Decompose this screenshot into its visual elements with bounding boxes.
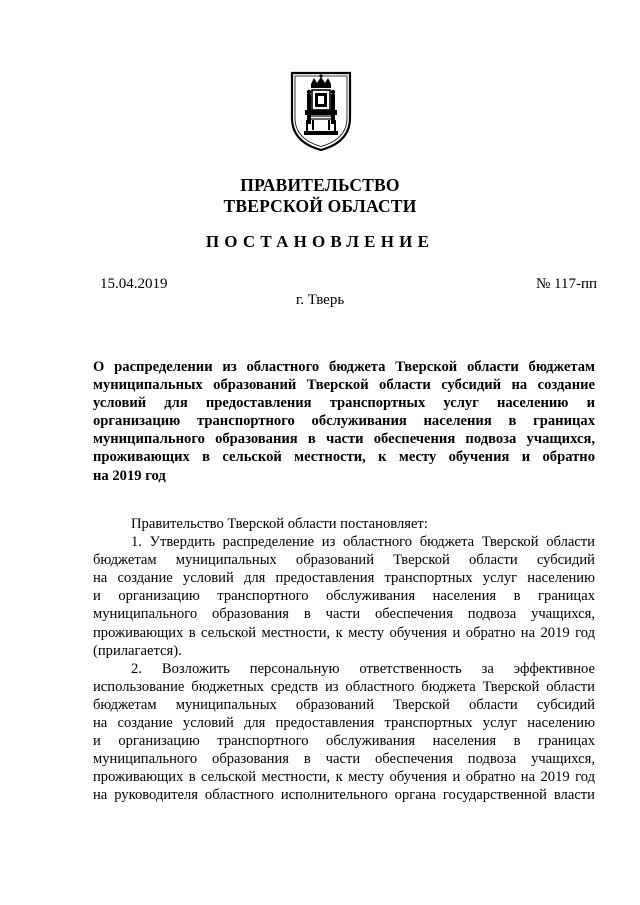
- subject-line: О распределении из областного бюджета Тверской области бюджетам: [93, 359, 595, 375]
- item1-line: (прилагается).: [93, 642, 182, 659]
- subject-line: муниципальных образований Тверской области субсидий на создание: [93, 377, 595, 394]
- subject-line: организацию транспортного обслуживания населения в границах: [93, 413, 595, 430]
- item1-line: и организацию транспортного обслуживания населения в границах: [93, 588, 595, 605]
- subject-line: на 2019 год: [93, 467, 166, 484]
- item2-line: бюджетам муниципальных образований Тверской области субсидий: [93, 696, 595, 713]
- item2-line: и организацию транспортного обслуживания населения в границах: [93, 733, 595, 750]
- item2-line: использование бюджетных средств из областного бюджета Тверской области: [93, 678, 595, 695]
- item2-line: проживающих в сельской местности, к месту обучения и обратно на 2019 год: [93, 769, 595, 786]
- document-type-title: ПОСТАНОВЛЕНИЕ: [205, 232, 435, 251]
- government-name-line2: ТВЕРСКОЙ ОБЛАСТИ: [223, 196, 417, 216]
- document-city: г. Тверь: [295, 292, 345, 308]
- item2-line: 2. Возложить персональную ответственность за эффективное: [131, 660, 595, 677]
- item2-line: муниципального образования в части обеспечения подвоза учащихся,: [93, 751, 595, 768]
- item1-line: проживающих в сельской местности, к месту обучения и обратно на 2019 год: [93, 624, 595, 641]
- item1-line: на создание условий для предоставления транспортных услуг населению: [93, 570, 595, 587]
- subject-line: условий для предоставления транспортных услуг населению и: [93, 395, 595, 412]
- item2-line: на руководителя областного исполнительного органа государственной власти: [93, 787, 595, 804]
- item1-line: 1. Утвердить распределение из областного бюджета Тверской области: [131, 534, 595, 551]
- item2-line: на создание условий для предоставления транспортных услуг населению: [93, 715, 595, 732]
- item1-line: бюджетам муниципальных образований Тверской области субсидий: [93, 552, 595, 569]
- subject-line: проживающих в сельской местности, к месту обучения и обратно: [93, 449, 595, 466]
- body-intro: Правительство Тверской области постановляет:: [131, 516, 428, 532]
- government-name-line1: ПРАВИТЕЛЬСТВО: [240, 175, 400, 195]
- document-body: [93, 515, 595, 805]
- document-date: 15.04.2019: [100, 276, 168, 292]
- document-number: № 117-пп: [535, 276, 597, 292]
- document-subject: [93, 358, 595, 485]
- subject-line: муниципального образования в части обеспечения подвоза учащихся,: [93, 431, 595, 448]
- coat-of-arms-emblem: [289, 70, 353, 152]
- item1-line: муниципального образования в части обеспечения подвоза учащихся,: [93, 606, 595, 623]
